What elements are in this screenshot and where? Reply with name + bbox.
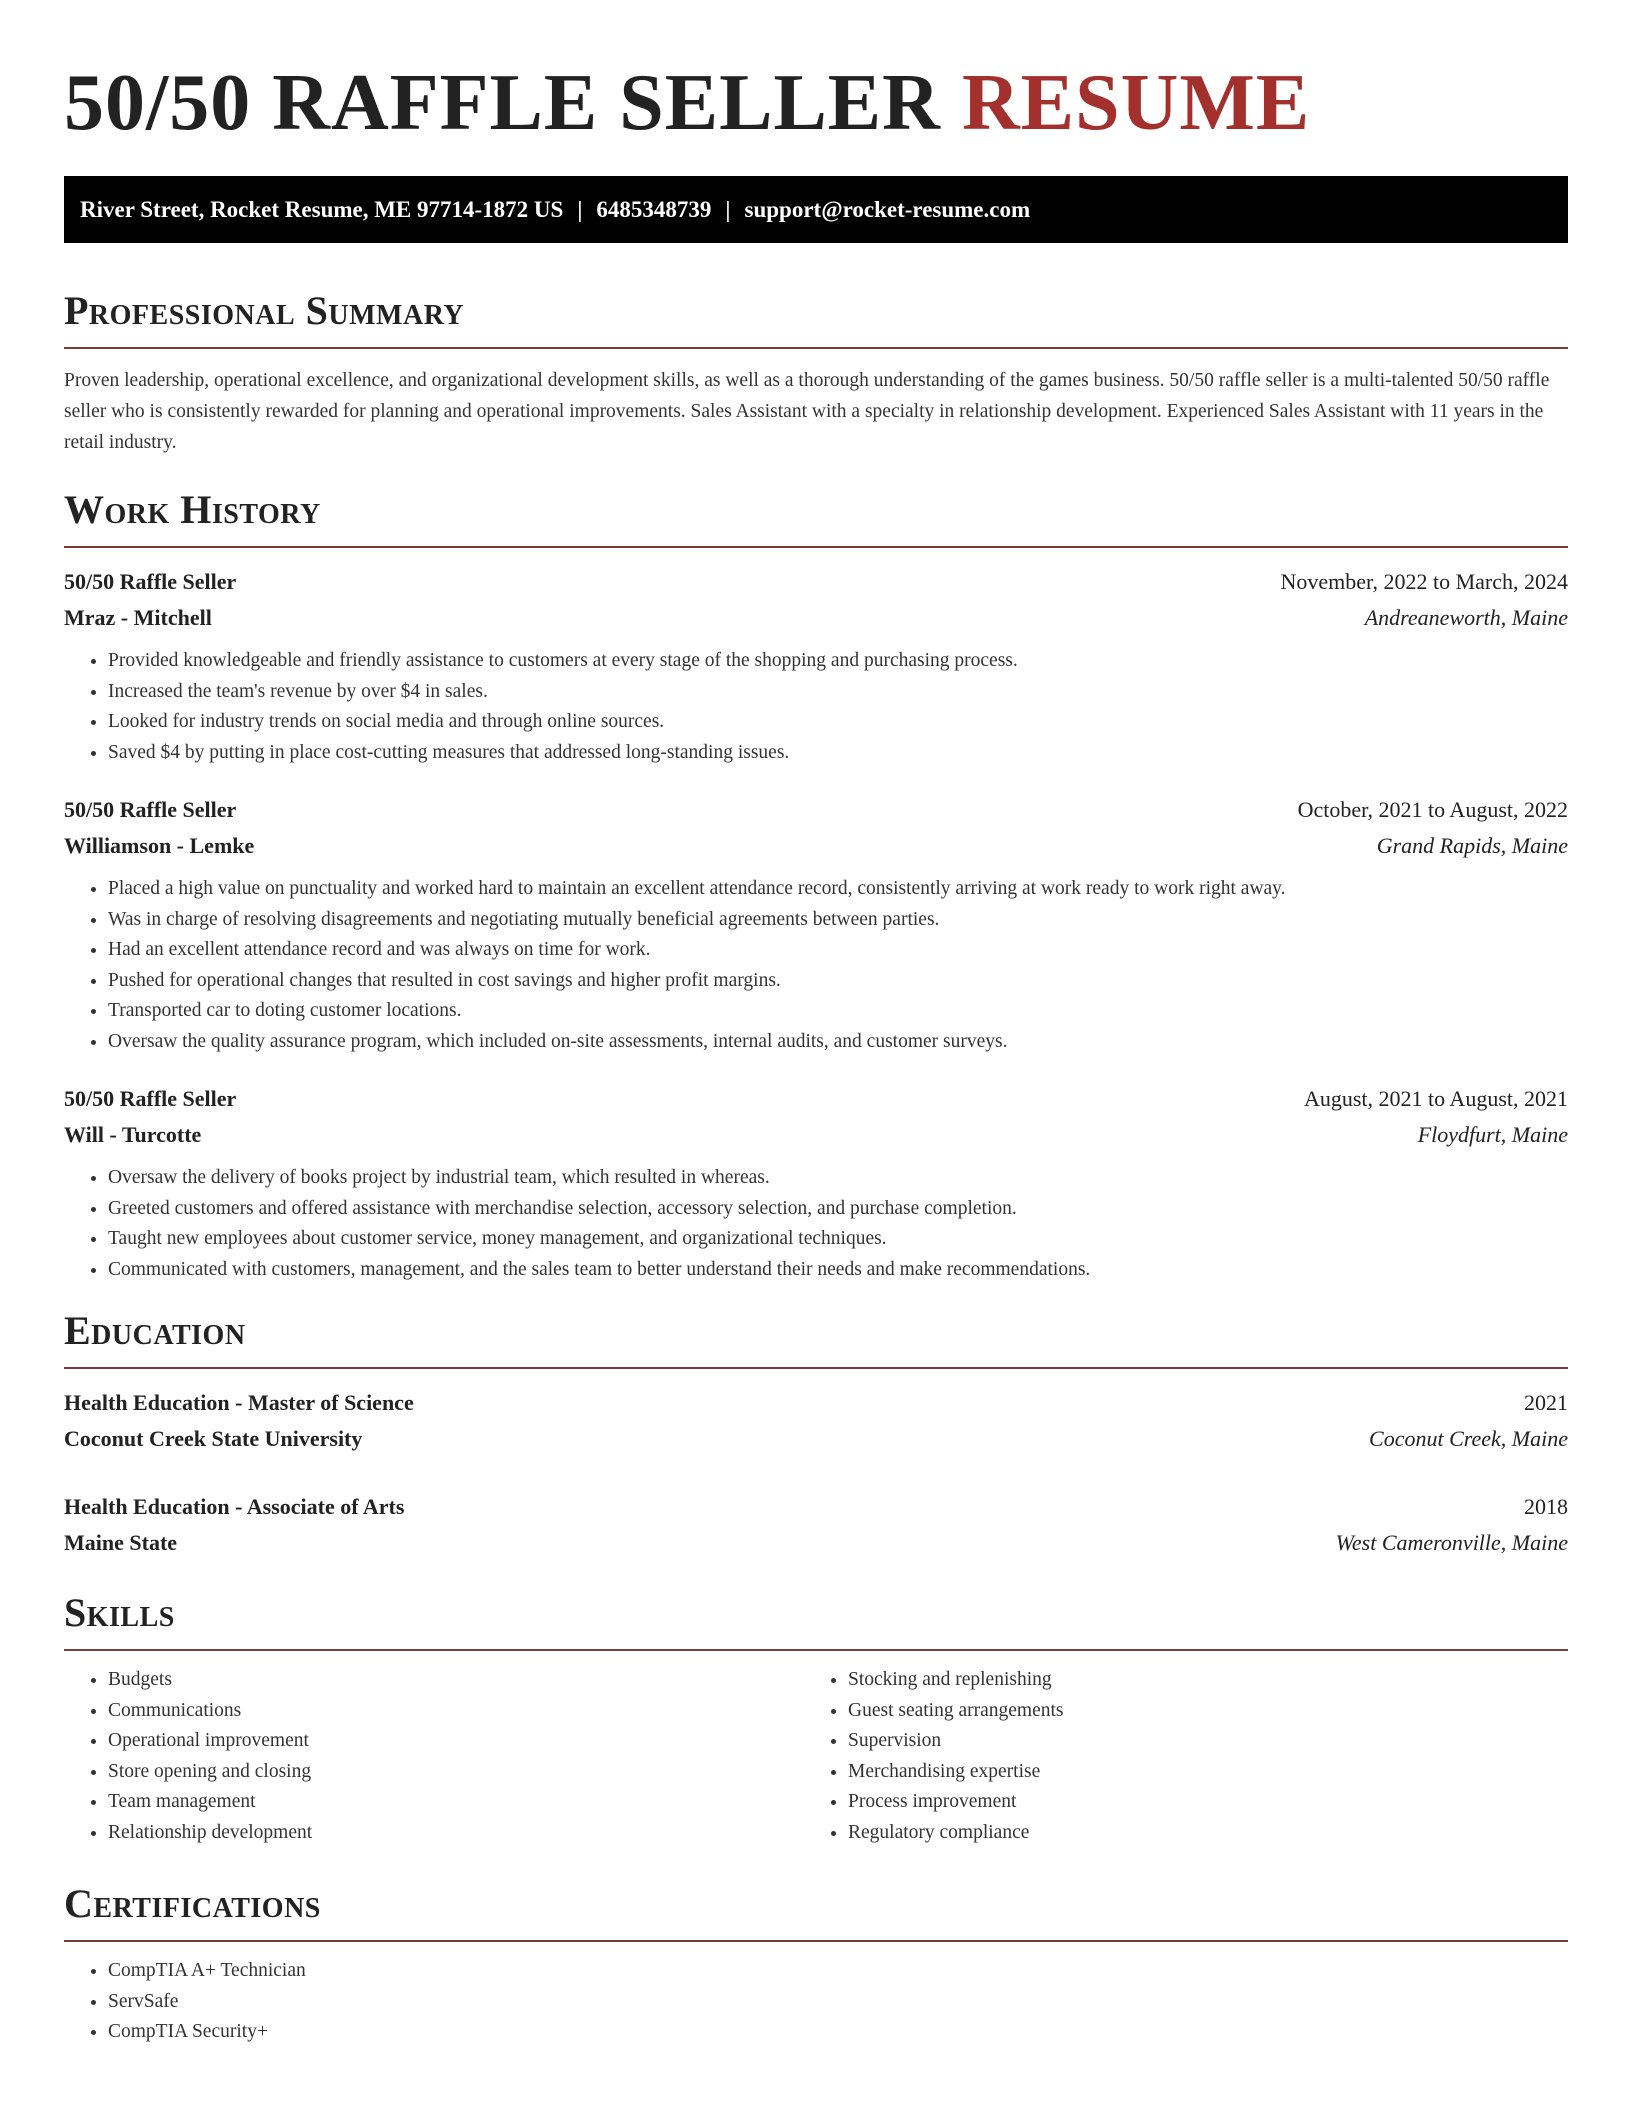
education-year: 2021 [1524, 1390, 1568, 1415]
job-duties-list [64, 646, 1568, 768]
list-item: • Provided knowledgeable and friendly assistance to customers at every stage of the shopping and purchasing process. [108, 646, 1568, 677]
list-item: • Transported car to doting customer locations. [108, 996, 1568, 1027]
job-company-row [64, 600, 1568, 636]
section-title-skills: Skills [64, 1590, 175, 1635]
list-item: • Placed a high value on punctuality and worked hard to maintain an excellent attendance record, consistently arriving at work ready to work right away. [108, 874, 1568, 905]
job-company: Mraz - Mitchell [64, 605, 212, 630]
list-item: • Taught new employees about customer service, money management, and organizational techniques. [108, 1224, 1568, 1255]
list-item: • Budgets [108, 1665, 804, 1696]
job-company: Will - Turcotte [64, 1122, 202, 1147]
job-role: 50/50 Raffle Seller [64, 797, 237, 822]
resume-title [64, 0, 1568, 148]
list-item: • Team management [108, 1787, 804, 1818]
list-item: • Operational improvement [108, 1726, 804, 1757]
education-degree: Health Education - Associate of Arts [64, 1494, 405, 1519]
list-item: • Increased the team's revenue by over $4 in sales. [108, 677, 1568, 708]
education-school: Maine State [64, 1530, 178, 1555]
contact-email: support@rocket-resume.com [744, 197, 1031, 222]
job-entry [64, 564, 1568, 768]
section-divider [64, 546, 1568, 548]
section-divider [64, 1367, 1568, 1369]
list-item: • Merchandising expertise [848, 1757, 1544, 1788]
list-item: • Guest seating arrangements [848, 1696, 1544, 1727]
skills-list-left [64, 1665, 804, 1848]
job-role: 50/50 Raffle Seller [64, 1086, 237, 1111]
job-duties-list [64, 1163, 1568, 1285]
section-title-education: Education [64, 1308, 246, 1353]
job-header-row [64, 564, 1568, 600]
job-dates: October, 2021 to August, 2022 [1297, 797, 1568, 822]
work-history-section [64, 486, 1568, 1285]
job-location: Grand Rapids, Maine [1376, 833, 1568, 858]
resume-title-main: 50/50 RAFFLE SELLER [64, 59, 941, 147]
contact-separator: | [577, 197, 583, 222]
list-item: • Process improvement [848, 1787, 1544, 1818]
education-entry [64, 1385, 1568, 1457]
job-header-row [64, 792, 1568, 828]
summary-text: Proven leadership, operational excellence, and organizational development skills, as well as a thorough understanding of the games business. 50/50 raffle seller is a multi-talented 50/50 raffle seller who is consistently rewarded for planning and operational improvements. Sales Assistant with a specialty in relationship development. Experienced Sales Assistant with 11 years in the retail industry. [64, 370, 1550, 453]
education-entry [64, 1489, 1568, 1561]
section-divider [64, 1940, 1568, 1942]
education-school-row [64, 1421, 1568, 1457]
section-divider [64, 1649, 1568, 1651]
list-item: • Oversaw the quality assurance program, which included on-site assessments, internal audits, and customer surveys. [108, 1027, 1568, 1058]
certifications-list [64, 1956, 1568, 2048]
education-degree-row [64, 1385, 1568, 1421]
job-company-row [64, 1117, 1568, 1153]
education-degree-row [64, 1489, 1568, 1525]
job-location: Floydfurt, Maine [1417, 1122, 1568, 1147]
skills-list-right [804, 1665, 1544, 1848]
job-role: 50/50 Raffle Seller [64, 569, 237, 594]
resume-page [64, 0, 1568, 2048]
job-dates: November, 2022 to March, 2024 [1280, 569, 1568, 594]
list-item: • Regulatory compliance [848, 1818, 1544, 1849]
section-title-certifications: Certifications [64, 1881, 321, 1926]
list-item: • Store opening and closing [108, 1757, 804, 1788]
list-item: • Communicated with customers, management, and the sales team to better understand their needs and make recommendations. [108, 1255, 1568, 1286]
education-school-row [64, 1525, 1568, 1561]
list-item: • CompTIA A+ Technician [108, 1956, 1568, 1987]
job-entry [64, 1081, 1568, 1285]
education-section [64, 1307, 1568, 1561]
summary-section [64, 287, 1568, 458]
section-divider [64, 347, 1568, 349]
contact-address: River Street, Rocket Resume, ME 97714-1872 US [80, 197, 564, 222]
education-school: Coconut Creek State University [64, 1426, 363, 1451]
list-item: • Stocking and replenishing [848, 1665, 1544, 1696]
job-duties-list [64, 874, 1568, 1057]
section-title-summary: Professional Summary [64, 288, 465, 333]
job-company: Williamson - Lemke [64, 833, 255, 858]
skills-columns [64, 1665, 1568, 1848]
list-item: • Had an excellent attendance record and was always on time for work. [108, 935, 1568, 966]
resume-title-accent: RESUME [961, 59, 1311, 147]
job-header-row [64, 1081, 1568, 1117]
job-entry [64, 792, 1568, 1057]
contact-separator: | [725, 197, 731, 222]
list-item: • Oversaw the delivery of books project by industrial team, which resulted in whereas. [108, 1163, 1568, 1194]
list-item: • ServSafe [108, 1987, 1568, 2018]
list-item: • CompTIA Security+ [108, 2017, 1568, 2048]
contact-bar [64, 176, 1568, 243]
list-item: • Supervision [848, 1726, 1544, 1757]
education-location: West Cameronville, Maine [1335, 1530, 1568, 1555]
job-dates: August, 2021 to August, 2021 [1303, 1086, 1568, 1111]
certifications-section [64, 1880, 1568, 2048]
education-degree: Health Education - Master of Science [64, 1390, 414, 1415]
job-company-row [64, 828, 1568, 864]
job-location: Andreaneworth, Maine [1364, 605, 1568, 630]
list-item: • Greeted customers and offered assistance with merchandise selection, accessory selection, and purchase completion. [108, 1194, 1568, 1225]
list-item: • Was in charge of resolving disagreements and negotiating mutually beneficial agreements between parties. [108, 905, 1568, 936]
list-item: • Relationship development [108, 1818, 804, 1849]
education-year: 2018 [1524, 1494, 1568, 1519]
list-item: • Saved $4 by putting in place cost-cutting measures that addressed long-standing issues. [108, 738, 1568, 769]
section-title-work-history: Work History [64, 487, 321, 532]
list-item: • Communications [108, 1696, 804, 1727]
education-location: Coconut Creek, Maine [1369, 1426, 1568, 1451]
list-item: • Looked for industry trends on social media and through online sources. [108, 707, 1568, 738]
list-item: • Pushed for operational changes that resulted in cost savings and higher profit margins. [108, 966, 1568, 997]
skills-section [64, 1589, 1568, 1848]
contact-phone: 6485348739 [596, 197, 712, 222]
